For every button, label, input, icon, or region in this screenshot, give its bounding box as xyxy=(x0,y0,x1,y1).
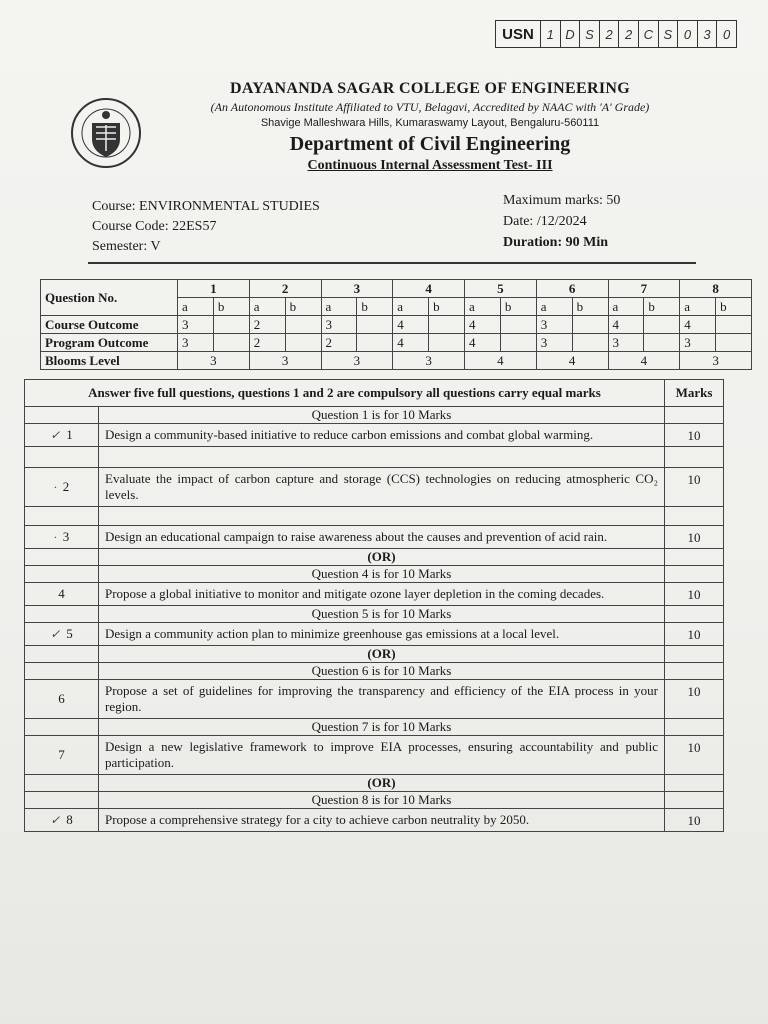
question-marks: 10 xyxy=(665,468,724,507)
usn-digit: S xyxy=(659,21,679,47)
outcome-cell: 2 xyxy=(321,334,357,352)
outcome-cell: 3 xyxy=(178,352,250,370)
usn-digit: C xyxy=(639,21,659,47)
question-number-row xyxy=(41,280,752,298)
question-number: 8 xyxy=(66,812,73,827)
semester: Semester: V xyxy=(92,239,161,254)
pen-mark-icon: · xyxy=(53,530,57,544)
question-row xyxy=(25,809,724,832)
question-text: Propose a global initiative to monitor and mitigate ozone layer depletion in the coming decades. xyxy=(99,583,665,606)
question-text: Design a new legislative framework to improve EIA processes, ensuring accountability and public participation. xyxy=(99,736,665,775)
usn-digit: 0 xyxy=(723,26,731,42)
question-number: 6 xyxy=(536,280,608,298)
question-row xyxy=(25,623,724,646)
sub-part-b: b xyxy=(213,298,249,316)
college-address: Shavige Malleshwara Hills, Kumaraswamy Layout, Bengaluru-560111 xyxy=(260,117,600,129)
pen-mark-icon: ✓ xyxy=(50,428,61,442)
sub-part-b: b xyxy=(285,298,321,316)
question-marks: 10 xyxy=(665,526,724,549)
outcome-cell: 3 xyxy=(178,334,214,352)
outcome-cell: 3 xyxy=(536,316,572,334)
question-marks: 10 xyxy=(665,424,724,447)
usn-digit: 3 xyxy=(698,21,718,47)
section-header: Question 6 is for 10 Marks xyxy=(99,663,665,680)
question-marks: 10 xyxy=(665,736,724,775)
question-row xyxy=(25,736,724,775)
outcome-cell: 4 xyxy=(465,352,537,370)
question-number: 3 xyxy=(62,529,70,544)
section-header: Question 5 is for 10 Marks xyxy=(99,606,665,623)
marks-header: Marks xyxy=(665,380,724,407)
outcome-cell: 3 xyxy=(178,316,214,334)
question-number: 1 xyxy=(178,280,250,298)
question-number: 7 xyxy=(25,736,99,775)
question-marks: 10 xyxy=(665,809,724,832)
question-number: 3 xyxy=(321,280,393,298)
question-row xyxy=(25,424,724,447)
sub-part-a: a xyxy=(608,298,644,316)
question-number: 4 xyxy=(25,583,99,606)
or-separator: (OR) xyxy=(99,775,665,792)
sub-part-b: b xyxy=(572,298,608,316)
outcome-cell: 3 xyxy=(536,334,572,352)
blooms-level-row xyxy=(41,352,752,370)
outcome-cell: 3 xyxy=(249,352,321,370)
course-meta xyxy=(92,197,320,257)
row-label: Program Outcome xyxy=(41,334,178,352)
college-seal-icon xyxy=(70,97,142,169)
sub-part-b: b xyxy=(429,298,465,316)
question-row xyxy=(25,680,724,719)
sub-part-a: a xyxy=(393,298,429,316)
question-row xyxy=(25,468,724,507)
question-text: Propose a comprehensive strategy for a city to achieve carbon neutrality by 2050. xyxy=(99,809,665,832)
question-number: 1 xyxy=(66,427,73,442)
usn-digit: 2 xyxy=(600,21,620,47)
or-separator: (OR) xyxy=(99,549,665,566)
outcome-table xyxy=(40,279,752,370)
question-no-label: Question No. xyxy=(41,280,178,316)
college-name: DAYANANDA SAGAR COLLEGE OF ENGINEERING xyxy=(230,80,630,97)
pen-mark-icon: · xyxy=(53,480,57,494)
outcome-cell: 3 xyxy=(680,334,716,352)
question-text: Design a community action plan to minimize greenhouse gas emissions at a local level. xyxy=(99,623,665,646)
question-text: Design an educational campaign to raise awareness about the causes and prevention of acid rain. xyxy=(99,526,665,549)
test-title: Continuous Internal Assessment Test- III xyxy=(307,158,553,173)
question-number: 2 xyxy=(62,479,70,494)
sub-part-a: a xyxy=(249,298,285,316)
outcome-cell: 3 xyxy=(680,352,752,370)
question-row xyxy=(25,583,724,606)
question-number: 6 xyxy=(25,680,99,719)
usn-digit: 1 xyxy=(541,21,561,47)
course-code: Course Code: 22ES57 xyxy=(92,219,217,234)
question-text: Propose a set of guidelines for improving the transparency and efficiency of the EIA process in your region. xyxy=(99,680,665,719)
sub-part-b: b xyxy=(500,298,536,316)
pen-mark-icon: ✓ xyxy=(50,627,61,641)
question-row xyxy=(25,526,724,549)
usn-digit: D xyxy=(561,21,581,47)
department-title: Department of Civil Engineering xyxy=(289,133,571,155)
section-header: Question 1 is for 10 Marks xyxy=(99,407,665,424)
exam-meta xyxy=(503,190,620,253)
college-affiliation: (An Autonomous Institute Affiliated to VTU, Belagavi, Accredited by NAAC with 'A' Grade) xyxy=(210,100,650,114)
row-label: Course Outcome xyxy=(41,316,178,334)
outcome-cell: 3 xyxy=(608,334,644,352)
sub-part-a: a xyxy=(178,298,214,316)
exam-date: Date: /12/2024 xyxy=(503,214,587,229)
outcome-cell: 4 xyxy=(680,316,716,334)
program-outcome-row xyxy=(41,334,752,352)
outcome-cell: 4 xyxy=(465,334,501,352)
sub-part-a: a xyxy=(680,298,716,316)
outcome-cell: 4 xyxy=(393,316,429,334)
usn-digit: 2 xyxy=(619,21,639,47)
divider xyxy=(88,262,696,264)
outcome-cell: 4 xyxy=(536,352,608,370)
usn-box xyxy=(495,20,737,48)
question-marks: 10 xyxy=(665,623,724,646)
pen-mark-icon: ✓ xyxy=(50,813,61,827)
sub-part-a: a xyxy=(465,298,501,316)
sub-part-a: a xyxy=(321,298,357,316)
question-number: 2 xyxy=(249,280,321,298)
question-marks: 10 xyxy=(665,583,724,606)
outcome-cell: 4 xyxy=(608,352,680,370)
exam-duration: Duration: 90 Min xyxy=(503,235,608,250)
question-number: 8 xyxy=(680,280,752,298)
outcome-cell: 4 xyxy=(393,334,429,352)
outcome-cell: 4 xyxy=(465,316,501,334)
instruction: Answer five full questions, questions 1 and 2 are compulsory all questions carry equal marks xyxy=(25,380,665,407)
college-header xyxy=(160,80,700,174)
sub-part-b: b xyxy=(644,298,680,316)
outcome-cell: 3 xyxy=(393,352,465,370)
section-header: Question 8 is for 10 Marks xyxy=(99,792,665,809)
question-number: 4 xyxy=(393,280,465,298)
section-header: Question 7 is for 10 Marks xyxy=(99,719,665,736)
section-header: Question 4 is for 10 Marks xyxy=(99,566,665,583)
outcome-cell: 4 xyxy=(608,316,644,334)
course-name: Course: ENVIRONMENTAL STUDIES xyxy=(92,199,320,214)
usn-digit: 0 xyxy=(678,21,698,47)
sub-part-a: a xyxy=(536,298,572,316)
question-number: 5 xyxy=(465,280,537,298)
max-marks: Maximum marks: 50 xyxy=(503,193,621,208)
question-text: Evaluate the impact of carbon capture and storage (CCS) technologies on reducing atmospheric CO₂ levels. xyxy=(99,468,665,507)
question-number: 5 xyxy=(66,626,73,641)
question-text: Design a community-based initiative to reduce carbon emissions and combat global warming. xyxy=(99,424,665,447)
course-outcome-row xyxy=(41,316,752,334)
outcome-cell: 3 xyxy=(321,316,357,334)
or-separator: (OR) xyxy=(99,646,665,663)
questions-table xyxy=(24,379,724,832)
sub-part-b: b xyxy=(357,298,393,316)
outcome-cell: 2 xyxy=(249,334,285,352)
usn-digit: S xyxy=(580,21,600,47)
usn-label: USN xyxy=(496,21,541,47)
question-number: 7 xyxy=(608,280,680,298)
sub-part-b: b xyxy=(716,298,752,316)
row-label: Blooms Level xyxy=(41,352,178,370)
question-marks: 10 xyxy=(665,680,724,719)
outcome-cell: 3 xyxy=(321,352,393,370)
outcome-cell: 2 xyxy=(249,316,285,334)
